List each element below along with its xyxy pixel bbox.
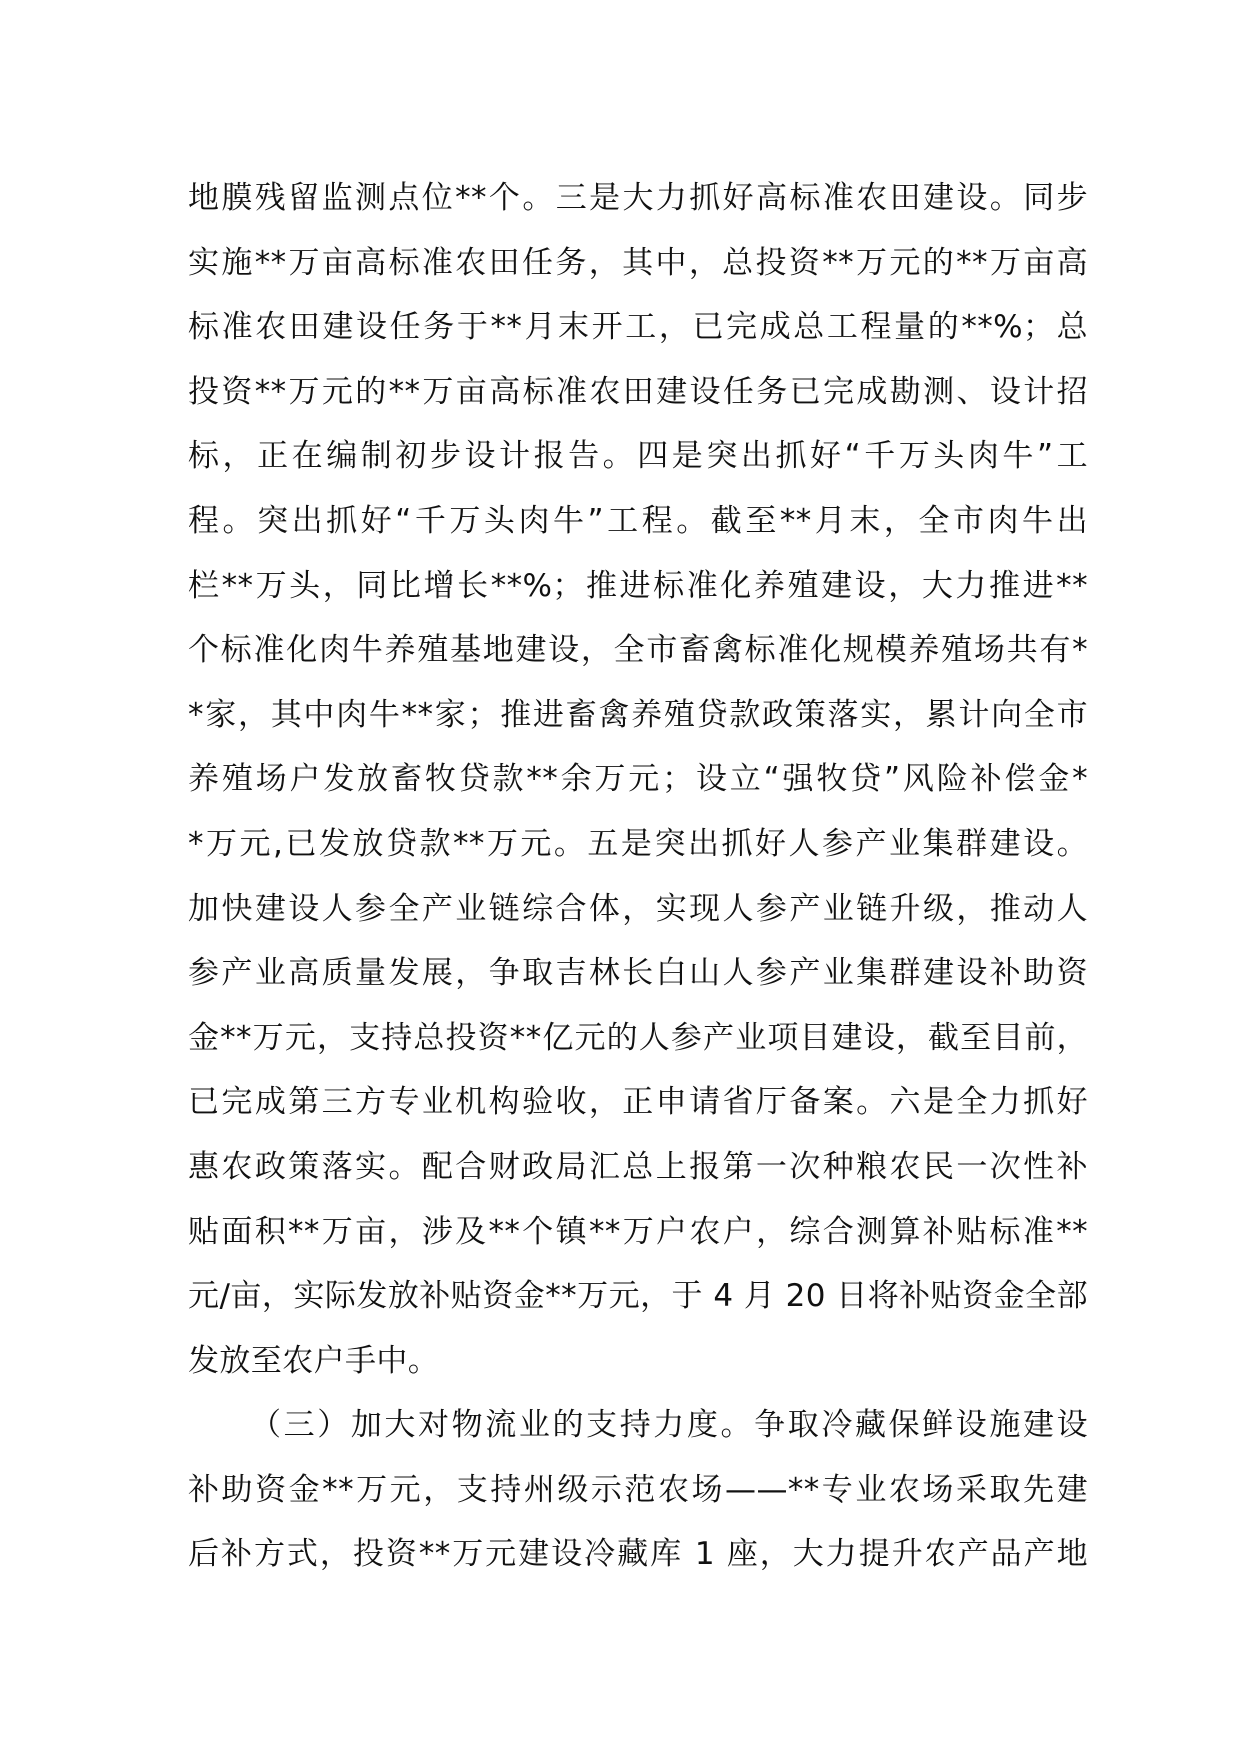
- text-line: 金**万元，支持总投资**亿元的人参产业项目建设，截至目前，: [188, 1019, 1088, 1056]
- text-line: 加快建设人参全产业链综合体，实现人参产业链升级，推动人: [188, 890, 1088, 927]
- text-line: 发放至农户手中。: [188, 1342, 440, 1379]
- text-line: 实施**万亩高标准农田任务，其中，总投资**万元的**万亩高: [188, 244, 1088, 281]
- text-line: 标准农田建设任务于**月末开工，已完成总工程量的**%；总: [188, 309, 1088, 346]
- text-line: 补助资金**万元，支持州级示范农场——**专业农场采取先建: [188, 1471, 1088, 1508]
- text-line: 地膜残留监测点位**个。三是大力抓好高标准农田建设。同步: [188, 180, 1088, 216]
- text-line: 投资**万元的**万亩高标准农田建设任务已完成勘测、设计招: [188, 373, 1088, 410]
- text-line: *万元,已发放贷款**万元。五是突出抓好人参产业集群建设。: [188, 825, 1088, 862]
- text-line: 养殖场户发放畜牧贷款**余万元；设立“强牧贷”风险补偿金*: [188, 761, 1088, 798]
- text-line: 元/亩，实际发放补贴资金**万元，于 4 月 20 日将补贴资金全部: [188, 1278, 1088, 1315]
- text-line: 参产业高质量发展，争取吉林长白山人参产业集群建设补助资: [188, 955, 1088, 992]
- text-line: 程。突出抓好“千万头肉牛”工程。截至**月末，全市肉牛出: [188, 502, 1088, 539]
- text-line: 后补方式，投资**万元建设冷藏库 1 座，大力提升农产品产地: [188, 1536, 1088, 1573]
- text-line: 标，正在编制初步设计报告。四是突出抓好“千万头肉牛”工: [188, 438, 1088, 475]
- text-line: 贴面积**万亩，涉及**个镇**万户农户，综合测算补贴标准**: [188, 1213, 1088, 1250]
- text-line: 个标准化肉牛养殖基地建设，全市畜禽标准化规模养殖场共有*: [188, 632, 1088, 669]
- section-heading-line: （三）加大对物流业的支持力度。争取冷藏保鲜设施建设: [250, 1407, 1088, 1444]
- text-line: 栏**万头，同比增长**%；推进标准化养殖建设，大力推进**: [188, 567, 1088, 604]
- text-line: 惠农政策落实。配合财政局汇总上报第一次种粮农民一次性补: [188, 1148, 1088, 1185]
- body-text: [188, 166, 1088, 1587]
- text-line: 已完成第三方专业机构验收，正申请省厅备案。六是全力抓好: [188, 1084, 1088, 1121]
- text-line: *家，其中肉牛**家；推进畜禽养殖贷款政策落实，累计向全市: [188, 696, 1088, 733]
